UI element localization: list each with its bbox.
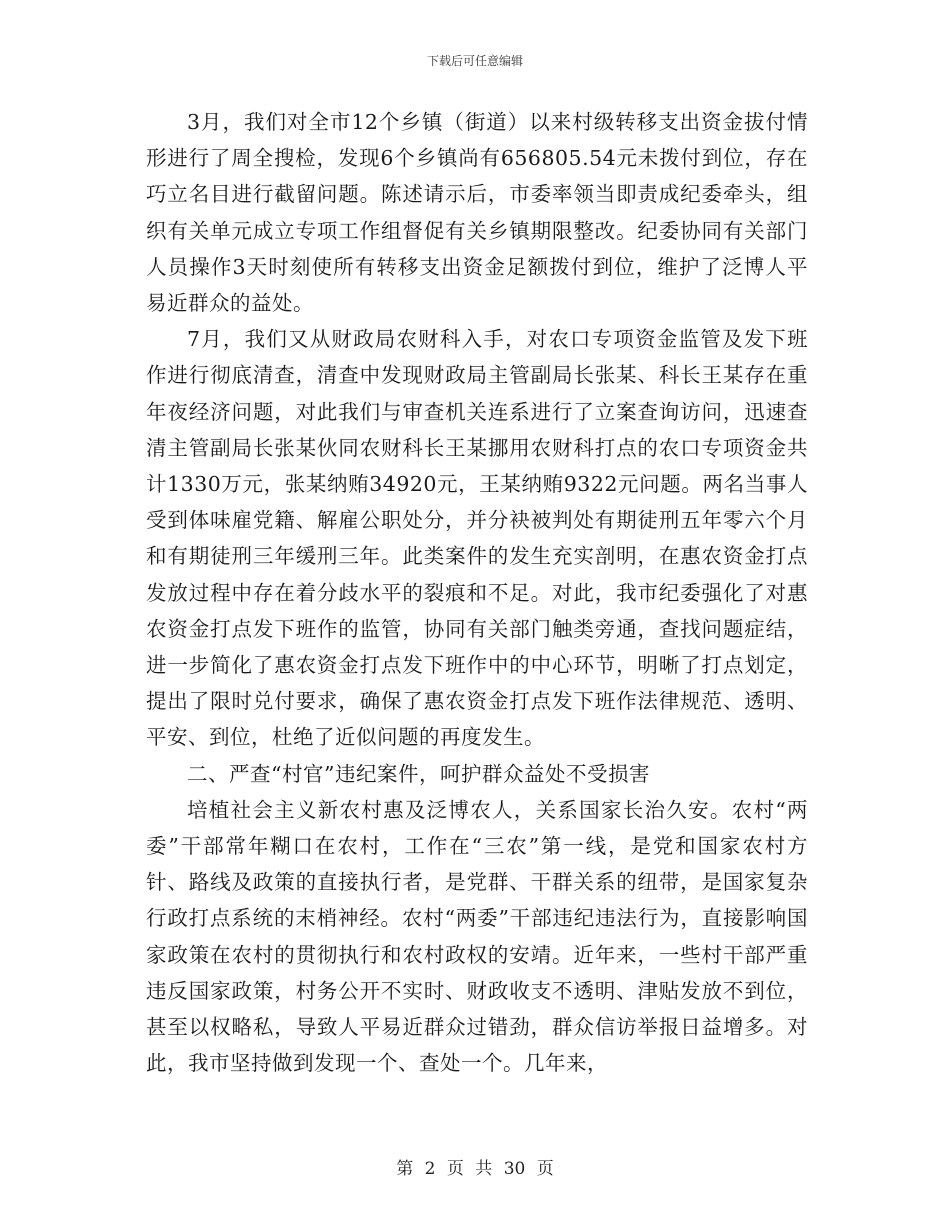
- page-number-footer: 第 2 页 共 30 页: [396, 1159, 554, 1179]
- page-header-note: 下载后可任意编辑: [426, 54, 523, 68]
- document-body: [146, 104, 808, 1081]
- paragraph-march-inspection: 3月，我们对全市12个乡镇（街道）以来村级转移支出资金拔付情形进行了周全搜检，发现6个乡镇尚有656805.54元未拨付到位，存在巧立名目进行截留问题。陈述请示后，市委率领当即责成纪委牵头，组织有关单元成立专项工作组督促有关乡镇期限整改。纪委协同有关部门人员操作3天时刻使所有转移支出资金足额拨付到位，维护了泛博人平易近群众的益处。: [146, 110, 808, 316]
- paragraph-new-countryside: 培植社会主义新农村惠及泛博农人，关系国家长治久安。农村“两委”干部常年糊口在农村，工作在“三农”第一线，是党和国家农村方针、路线及政策的直接执行者，是党群、干群关系的纽带，是国家复杂行政打点系统的末梢神经。农村“两委”干部违纪违法行为，直接影响国家政策在农村的贯彻执行和农村政权的安靖。近年来，一些村干部严重违反国家政策，村务公开不实时、财政收支不透明、津贴发放不到位，甚至以权略私，导致人平易近群众过错劲，群众信访举报日益增多。对此，我市坚持做到发现一个、查处一个。几年来，: [146, 797, 808, 1076]
- section-heading-village-officials: 二、严查“村官”违纪案件，呵护群众益处不受损害: [187, 761, 650, 786]
- paragraph-july-investigation: 7月，我们又从财政局农财科入手，对农口专项资金监管及发下班作进行彻底清查，清查中发现财政局主管副局长张某、科长王某存在重年夜经济问题，对此我们与审查机关连系进行了立案查询访问，迅速查清主管副局长张某伙同农财科长王某挪用农财科打点的农口专项资金共计1330万元，张某纳贿34920元，王某纳贿9322元问题。两名当事人受到体味雇党籍、解雇公职处分，并分袂被判处有期徒刑五年零六个月和有期徒刑三年缓刑三年。此类案件的发生充实剖明，在惠农资金打点发放过程中存在着分歧水平的裂痕和不足。对此，我市纪委强化了对惠农资金打点发下班作的监管，协同有关部门触类旁通，查找问题症结，进一步简化了惠农资金打点发下班作中的中心环节，明晰了打点划定，提出了限时兑付要求，确保了惠农资金打点发下班作法律规范、透明、平安、到位，杜绝了近似问题的再度发生。: [146, 327, 808, 750]
